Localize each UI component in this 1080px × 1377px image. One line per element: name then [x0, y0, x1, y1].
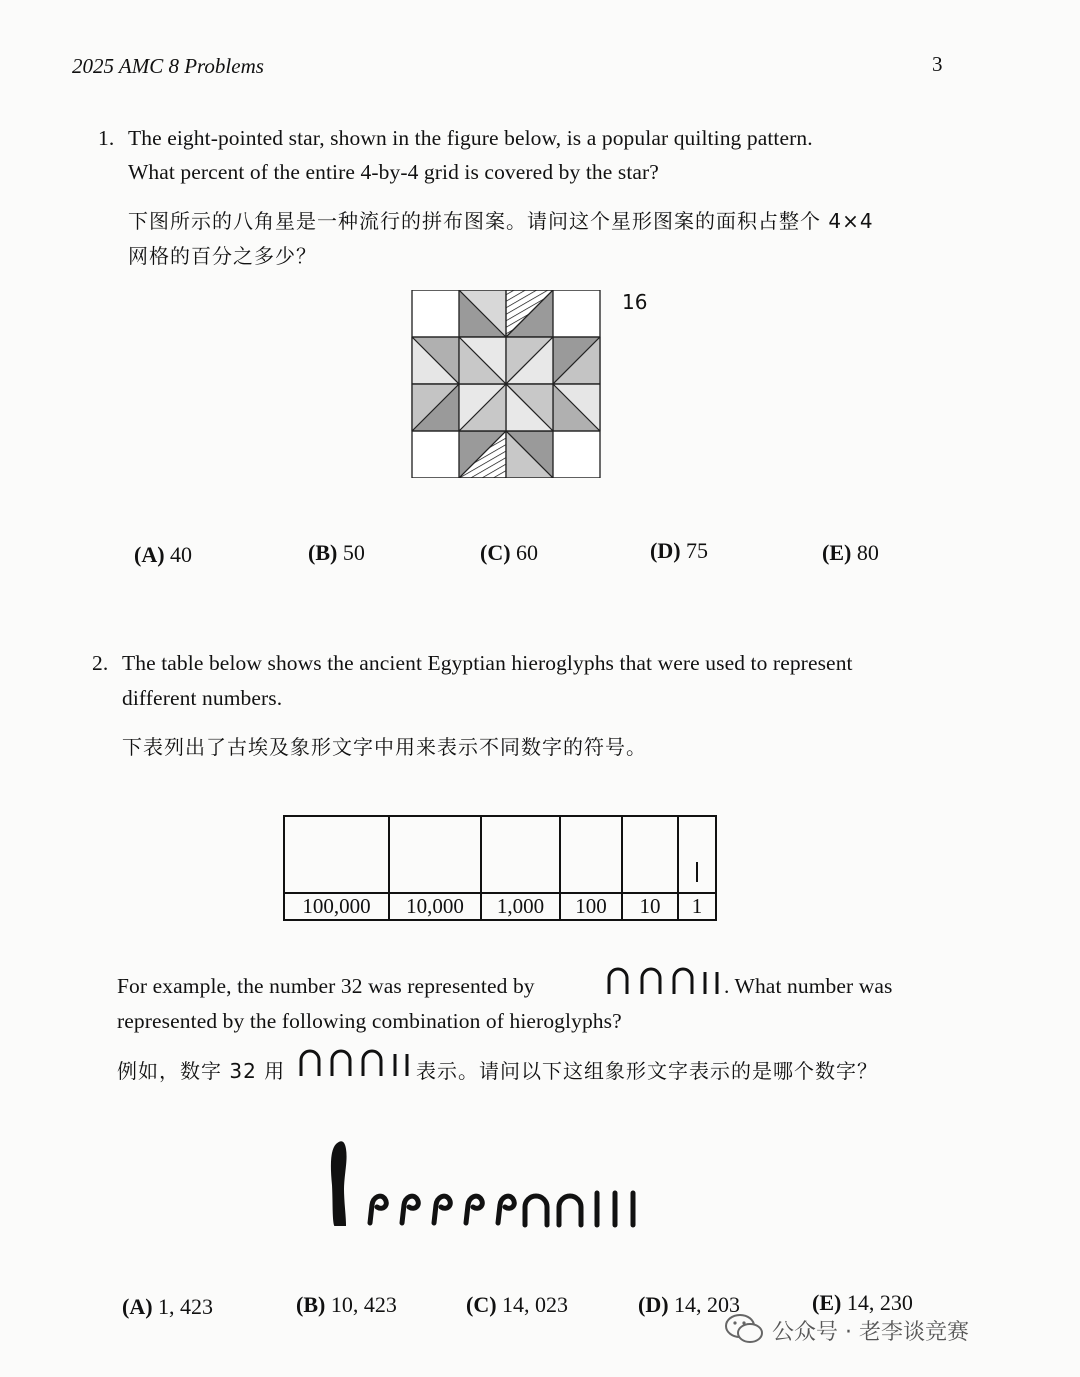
problem-2-number: 2. — [92, 651, 109, 675]
hieroglyph-32-cn-icon — [298, 1048, 416, 1078]
example-cn-a: 例如，数字 32 用 — [117, 1059, 286, 1083]
example-text-b: . What number was — [724, 974, 893, 998]
page-number: 3 — [932, 52, 943, 76]
hieroglyph-32-icon — [606, 966, 726, 996]
choice-d: (D) 14, 203 — [638, 1292, 741, 1317]
choice-b: (B) 10, 423 — [296, 1292, 397, 1317]
problem-1-text-line1: The eight-pointed star, shown in the figure below, is a popular quilting pattern. — [128, 126, 813, 150]
problem-2-text-line1: The table below shows the ancient Egyptian hieroglyphs that were used to represent — [122, 651, 853, 675]
choice-b: (B) 50 — [308, 540, 365, 565]
glyph-cell-1 — [678, 816, 716, 893]
glyph-cell-1000 — [481, 816, 560, 893]
problem-1-text-line2: What percent of the entire 4-by-4 grid is covered by the star? — [128, 160, 659, 184]
choice-d: (D) 75 — [650, 538, 709, 563]
table-value: 1 — [678, 893, 716, 920]
handwritten-note: 16 — [622, 290, 648, 314]
table-value: 100,000 — [284, 893, 389, 920]
table-value: 10 — [622, 893, 678, 920]
choice-a: (A) 40 — [134, 542, 193, 567]
problem-2-text-line2: different numbers. — [122, 686, 283, 710]
table-value: 100 — [560, 893, 622, 920]
wechat-icon — [724, 1312, 764, 1346]
choice-e: (E) 80 — [822, 540, 879, 565]
choice-a: (A) 1, 423 — [122, 1294, 214, 1319]
example-text-line2: represented by the following combination of hieroglyphs? — [117, 1009, 622, 1033]
example-cn-b: 表示。请问以下这组象形文字表示的是哪个数字？ — [416, 1059, 878, 1083]
glyph-cell-100000 — [284, 816, 389, 893]
choice-c: (C) 14, 023 — [466, 1292, 569, 1317]
choice-e: (E) 14, 230 — [812, 1290, 913, 1315]
table-value: 10,000 — [389, 893, 481, 920]
hieroglyph-combination-figure — [325, 1135, 665, 1230]
page-header-title: 2025 AMC 8 Problems — [72, 54, 264, 78]
hieroglyph-table — [283, 815, 717, 921]
problem-1-number: 1. — [98, 126, 115, 150]
stroke-icon — [692, 858, 702, 886]
quilt-star-figure — [410, 290, 602, 478]
glyph-cell-10 — [622, 816, 678, 893]
problem-2-cn-line1: 下表列出了古埃及象形文字中用来表示不同数字的符号。 — [122, 735, 647, 759]
table-value: 1,000 — [481, 893, 560, 920]
choice-c: (C) 60 — [480, 540, 539, 565]
watermark-text: 公众号 · 老李谈竞赛 — [772, 1320, 969, 1345]
problem-1-cn-line2: 网格的百分之多少？ — [128, 244, 317, 268]
example-text-a: For example, the number 32 was represented by — [117, 974, 535, 998]
problem-1-cn-line1: 下图所示的八角星是一种流行的拼布图案。请问这个星形图案的面积占整个 4×4 — [128, 209, 874, 233]
glyph-cell-100 — [560, 816, 622, 893]
glyph-cell-10000 — [389, 816, 481, 893]
